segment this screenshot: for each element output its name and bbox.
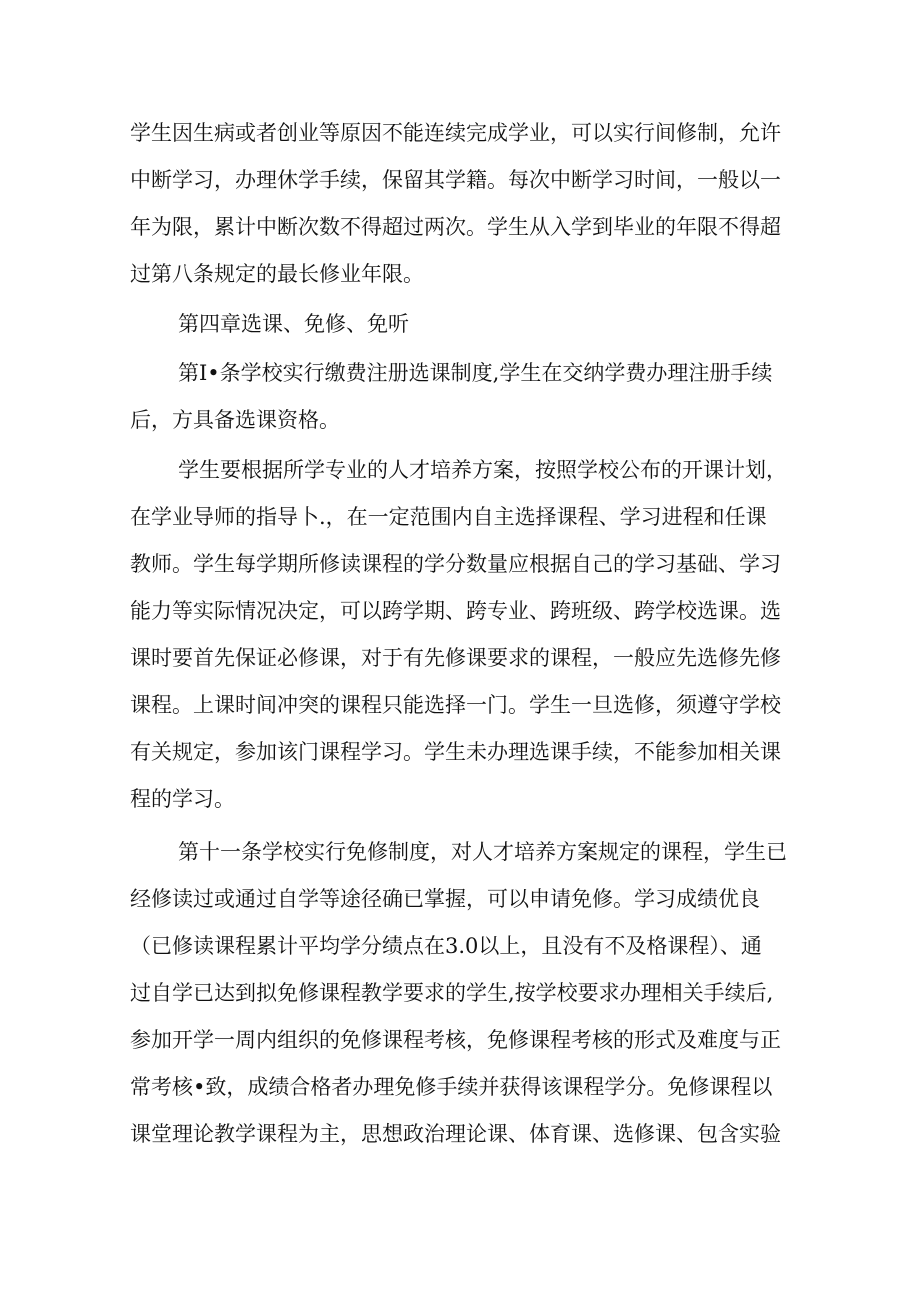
paragraph-line-9: 在学业导师的指导卜.，在一定范围内自主选择课程、学习进程和任课	[130, 505, 767, 529]
chapter-heading: 第四章选课、免修、免听	[178, 312, 409, 336]
paragraph-line-4: 过第八条规定的最长修业年限。	[130, 262, 424, 286]
paragraph-line-16: 第十一条学校实行免修制度，对人才培养方案规定的课程，学生已	[178, 840, 787, 864]
paragraph-line-12: 课时要首先保证必修课，对于有先修课要求的课程，一般应先选修先修	[130, 646, 781, 670]
paragraph-line-15: 程的学习。	[130, 787, 235, 811]
paragraph-line-10: 教师。学生每学期所修读课程的学分数量应根据自己的学习基础、学习	[130, 552, 781, 576]
paragraph-line-14: 有关规定，参加该门课程学习。学生未办理选课手续，不能参加相关课	[130, 740, 781, 764]
paragraph-line-6: 第I•条学校实行缴费注册选课制度,学生在交纳学费办理注册手续	[178, 361, 773, 385]
paragraph-line-17: 经修读过或通过自学等途径确已掌握，可以申请免修。学习成绩优良	[130, 887, 760, 911]
paragraph-line-19: 过自学已达到拟免修课程教学要求的学生,按学校要求办理相关手续后,	[130, 981, 774, 1005]
paragraph-line-2: 中断学习，办理休学手续，保留其学籍。每次中断学习时间，一般以一	[130, 168, 781, 192]
paragraph-line-13: 课程。上课时间冲突的课程只能选择一门。学生一旦选修，须遵守学校	[130, 693, 781, 717]
paragraph-line-7: 后，方具备选课资格。	[130, 408, 340, 432]
paragraph-line-3: 年为限，累计中断次数不得超过两次。学生从入学到毕业的年限不得超	[130, 215, 781, 239]
paragraph-line-11: 能力等实际情况决定，可以跨学期、跨专业、跨班级、跨学校选课。选	[130, 599, 781, 623]
paragraph-line-20: 参加开学一周内组织的免修课程考核，免修课程考核的形式及难度与正	[130, 1028, 781, 1052]
paragraph-line-18: （已修读课程累计平均学分绩点在3.0以上，且没有不及格课程）、通	[130, 934, 762, 958]
paragraph-line-1: 学生因生病或者创业等原因不能连续完成学业，可以实行间修制，允许	[130, 121, 781, 145]
paragraph-line-8: 学生要根据所学专业的人才培养方案，按照学校公布的开课计划，	[178, 458, 787, 482]
paragraph-line-22: 课堂理论教学课程为主，思想政治理论课、体育课、选修课、包含实验	[130, 1122, 781, 1146]
paragraph-line-21: 常考核•致，成绩合格者办理免修手续并获得该课程学分。免修课程以	[130, 1075, 773, 1099]
